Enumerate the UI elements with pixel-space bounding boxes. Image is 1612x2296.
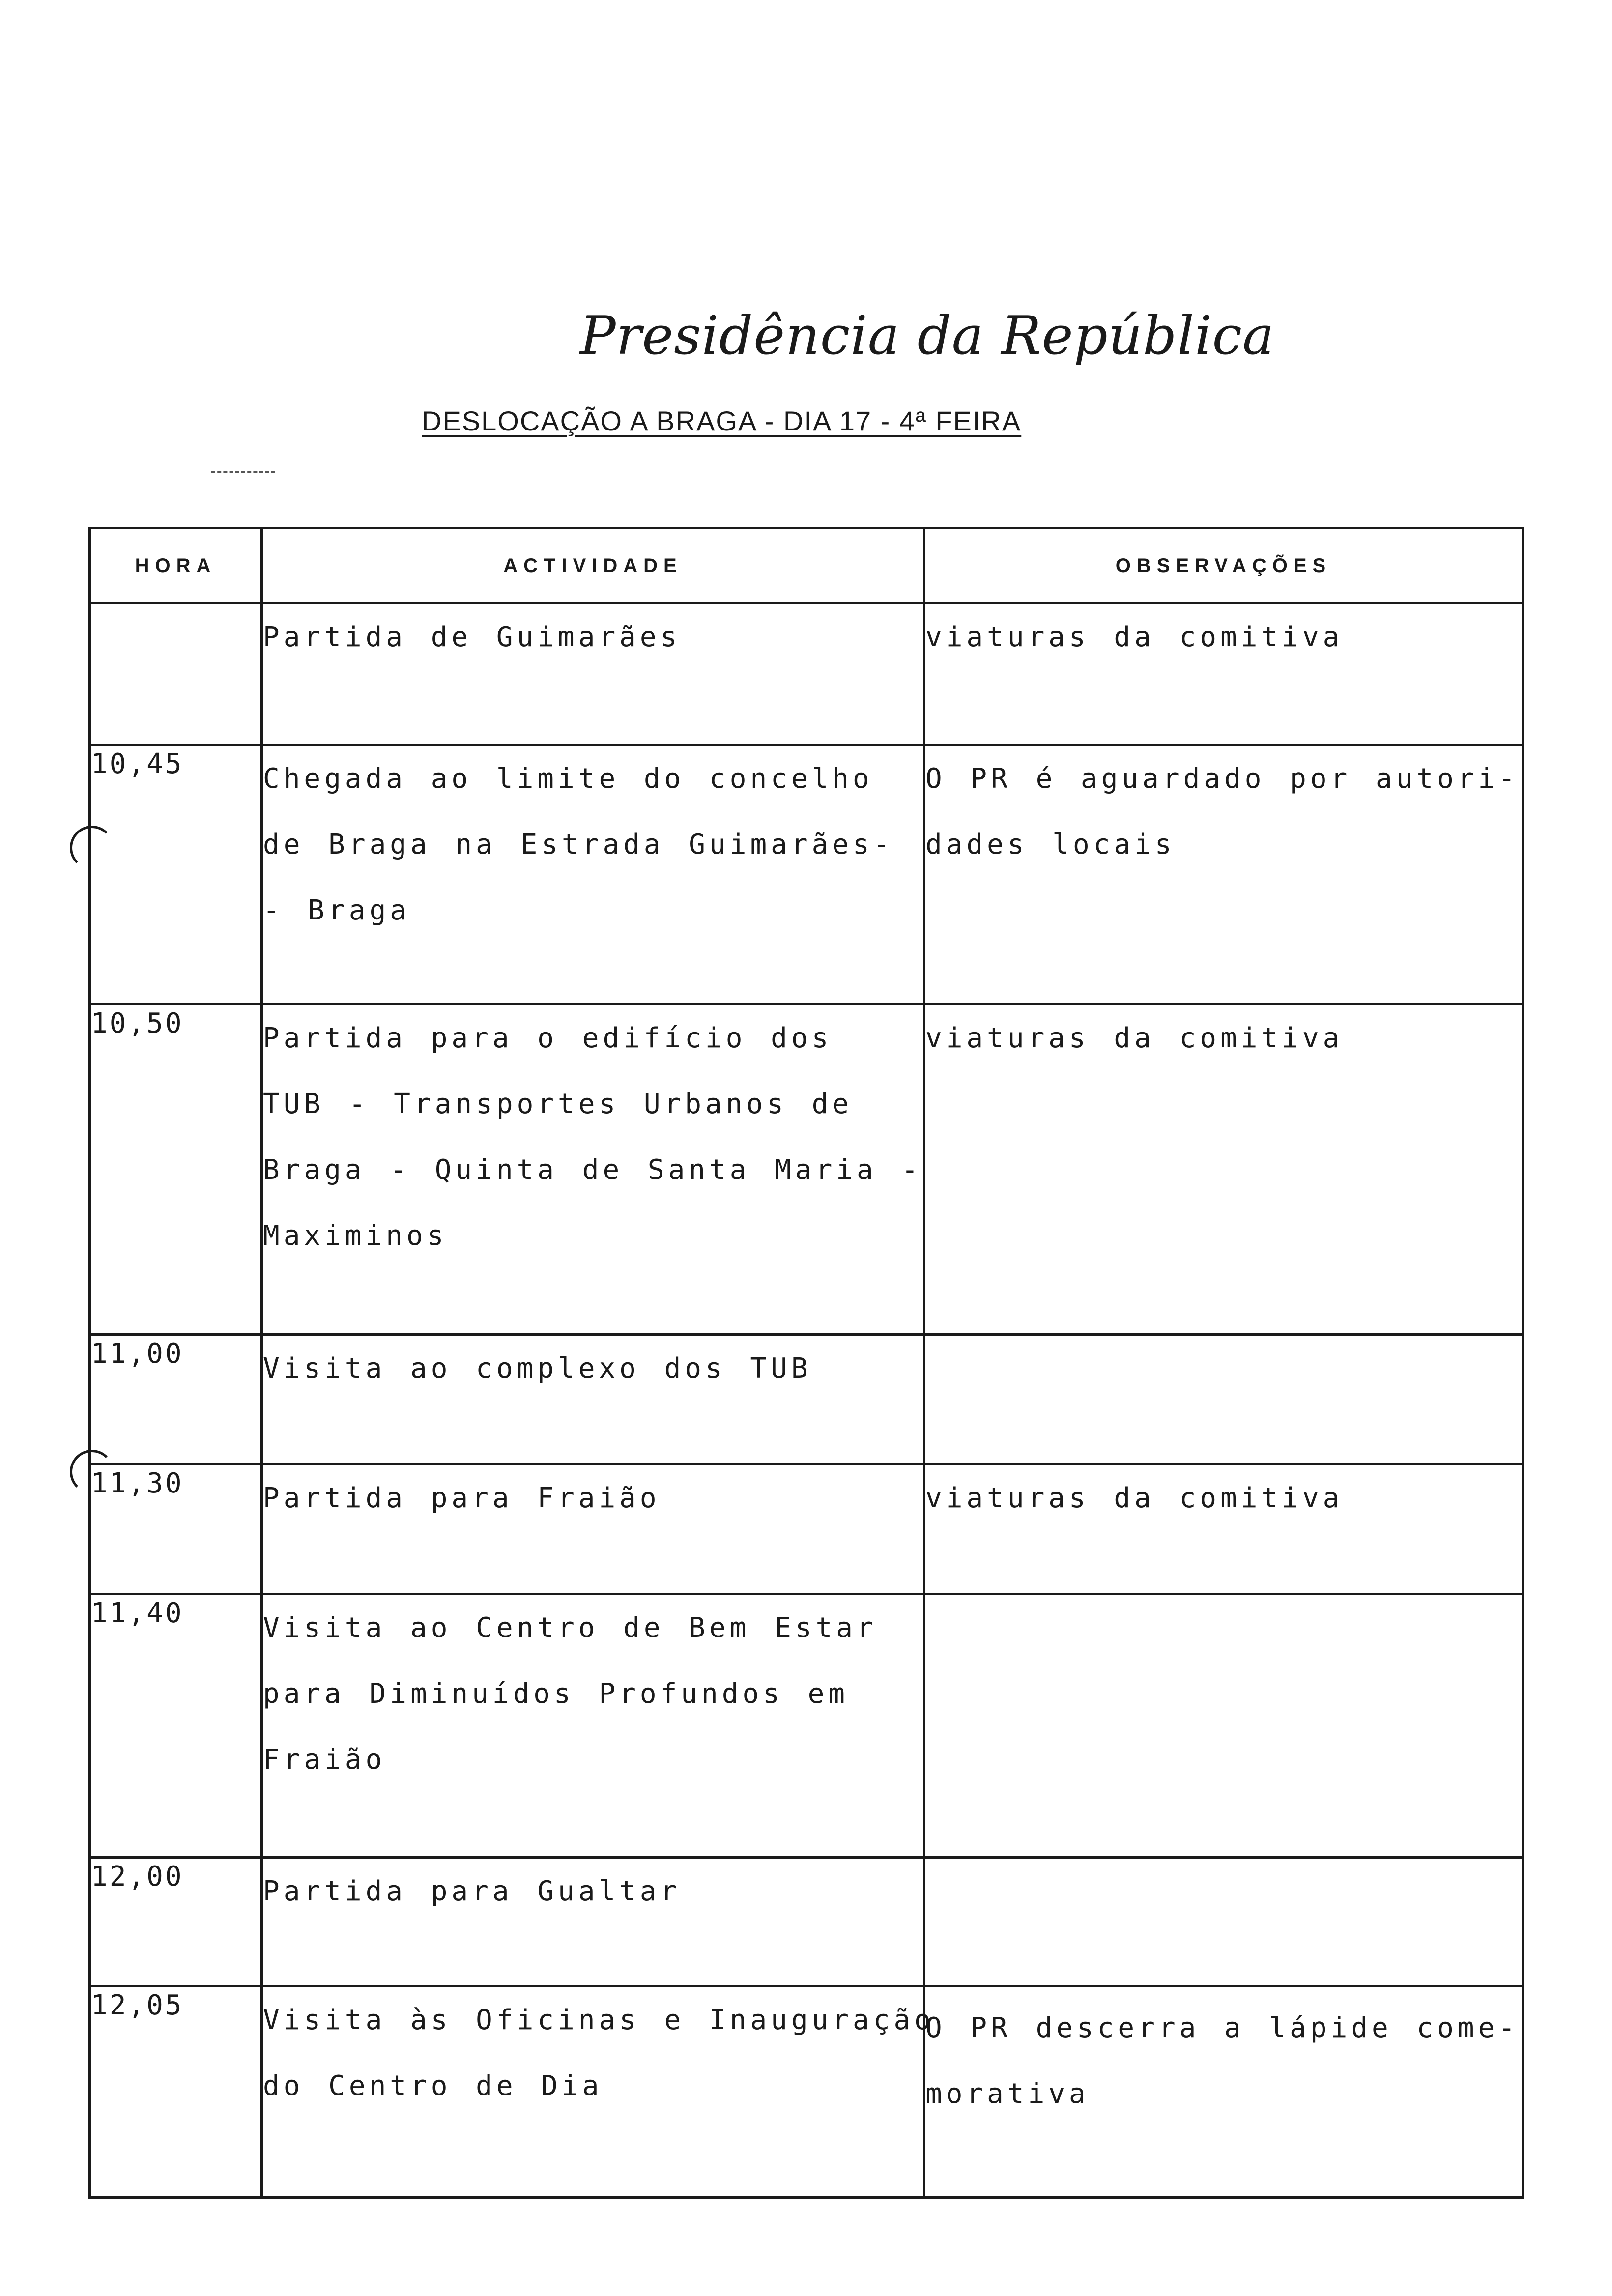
header-hora: HORA	[90, 528, 262, 603]
table-row	[90, 1004, 1523, 1335]
hora-cell	[90, 603, 262, 745]
observacoes-cell: viaturas da comitiva	[924, 1004, 1523, 1335]
table-header-row	[90, 528, 1523, 603]
actividade-cell: Chegada ao limite do concelho de Braga na Estrada Guimarães- - Braga	[262, 745, 924, 1004]
hora-cell: 10,45	[90, 745, 262, 1004]
schedule-table	[88, 527, 1524, 2199]
actividade-cell: Partida para Fraião	[262, 1464, 924, 1594]
actividade-cell: Visita às Oficinas e Inauguração do Centro de Dia	[262, 1986, 924, 2198]
table-row	[90, 603, 1523, 745]
hora-cell: 12,05	[90, 1986, 262, 2198]
actividade-cell: Visita ao Centro de Bem Estar para Diminuídos Profundos em Fraião	[262, 1594, 924, 1858]
observacoes-cell: O PR é aguardado por autori- dades locais	[924, 745, 1523, 1004]
hora-cell: 11,00	[90, 1335, 262, 1464]
actividade-cell: Partida para Gualtar	[262, 1858, 924, 1986]
table-row	[90, 1858, 1523, 1986]
observacoes-cell: viaturas da comitiva	[924, 603, 1523, 745]
margin-mark	[211, 471, 275, 473]
letterhead: Presidência da República	[580, 305, 1275, 367]
observacoes-cell	[924, 1858, 1523, 1986]
table-row	[90, 1594, 1523, 1858]
observacoes-cell: viaturas da comitiva	[924, 1464, 1523, 1594]
header-actividade: ACTIVIDADE	[262, 528, 924, 603]
hora-cell: 12,00	[90, 1858, 262, 1986]
header-observacoes: OBSERVAÇÕES	[924, 528, 1523, 603]
actividade-cell: Partida para o edifício dos TUB - Transportes Urbanos de Braga - Quinta de Santa Maria - Maximinos	[262, 1004, 924, 1335]
actividade-cell: Partida de Guimarães	[262, 603, 924, 745]
hora-cell: 10,50	[90, 1004, 262, 1335]
actividade-cell: Visita ao complexo dos TUB	[262, 1335, 924, 1464]
document-title: DESLOCAÇÃO A BRAGA - DIA 17 - 4ª FEIRA	[422, 405, 1022, 436]
table-row	[90, 1464, 1523, 1594]
observacoes-cell: O PR descerra a lápide come- morativa	[924, 1986, 1523, 2198]
observacoes-cell	[924, 1594, 1523, 1858]
hora-cell: 11,40	[90, 1594, 262, 1858]
hora-cell: 11,30	[90, 1464, 262, 1594]
table-row	[90, 1986, 1523, 2198]
table-row	[90, 745, 1523, 1004]
table-row	[90, 1335, 1523, 1464]
observacoes-cell	[924, 1335, 1523, 1464]
